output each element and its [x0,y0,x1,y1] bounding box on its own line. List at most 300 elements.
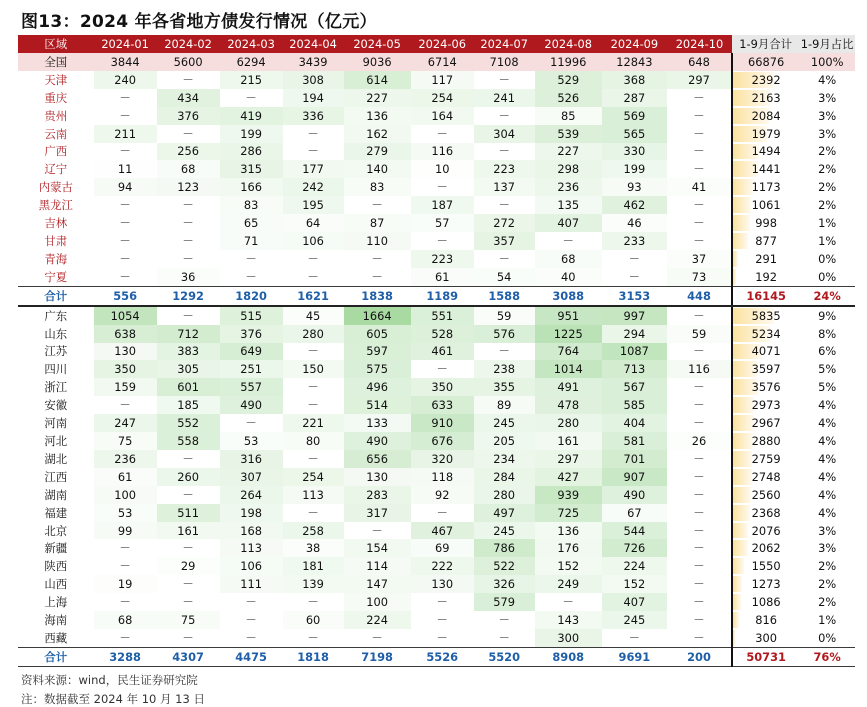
monthly-value-cell: 234 [474,450,535,468]
monthly-value-cell: 223 [411,250,474,268]
monthly-value-cell: 64 [283,214,344,232]
monthly-value-cell: 245 [474,522,535,540]
monthly-value-cell: 997 [602,306,667,325]
ytd-total-cell [732,250,799,268]
region-label: 四川 [44,362,68,377]
ytd-share-cell: 4% [818,505,837,520]
monthly-value-cell: 297 [667,71,732,89]
monthly-value-cell: 38 [283,539,344,557]
header-row [18,35,855,53]
monthly-value-cell: 245 [474,414,535,432]
monthly-value-cell: 638 [94,325,157,343]
monthly-value-cell: 575 [344,360,411,378]
monthly-value-cell: 350 [94,360,157,378]
monthly-value-cell: 544 [602,522,667,540]
monthly-value-cell: － [693,630,705,645]
monthly-value-cell: 139 [283,575,344,593]
monthly-value-cell: 1225 [535,325,602,343]
province-row [18,250,855,268]
monthly-value-cell: 1014 [535,360,602,378]
ytd-bar [733,251,738,267]
region-label: 辽宁 [44,162,68,177]
monthly-value-cell: － [371,269,383,284]
monthly-value-cell: 304 [474,125,535,143]
monthly-value-cell: 565 [602,125,667,143]
monthly-value-cell: － [245,90,257,105]
ytd-total-value: 816 [755,613,778,628]
ytd-total-cell [732,629,799,647]
ytd-total-value: 1550 [751,559,781,574]
monthly-value-cell: 490 [602,486,667,504]
monthly-value-cell: 67 [602,504,667,522]
monthly-value-cell: 910 [411,414,474,432]
monthly-value-cell: 164 [411,107,474,125]
ytd-total-value: 4071 [751,344,781,359]
ytd-bar [733,487,751,503]
monthly-value-cell: 376 [220,325,283,343]
monthly-value-cell: 143 [535,611,602,629]
monthly-value-cell: 514 [344,396,411,414]
ytd-total-cell [732,286,799,305]
monthly-value-cell: － [119,90,131,105]
monthly-value-cell: 294 [602,325,667,343]
monthly-value-cell: － [182,72,194,87]
monthly-value-cell: 3153 [602,286,667,305]
monthly-value-cell: 53 [94,504,157,522]
monthly-value-cell: 326 [474,575,535,593]
monthly-value-cell: 355 [474,378,535,396]
monthly-value-cell: 89 [474,396,535,414]
region-label: 陕西 [44,559,68,574]
monthly-value-cell: － [562,595,574,610]
monthly-value-cell: 676 [411,432,474,450]
province-row [18,306,855,325]
monthly-value-cell: 236 [94,450,157,468]
monthly-value-cell: 434 [157,89,220,107]
monthly-value-cell: 357 [474,232,535,250]
ytd-bar [733,197,751,213]
monthly-value-cell: 224 [344,611,411,629]
monthly-value-cell: 222 [411,557,474,575]
monthly-value-cell: 286 [220,143,283,161]
monthly-value-cell: － [628,630,641,645]
monthly-value-cell: － [371,251,383,266]
region-label: 福建 [44,505,68,520]
monthly-value-cell: － [693,595,705,610]
monthly-value-cell: 478 [535,396,602,414]
monthly-value-cell: 490 [344,432,411,450]
ytd-bar [733,630,735,646]
monthly-value-cell: － [119,595,131,610]
province-row [18,539,855,557]
ytd-share-cell: 0% [818,630,837,645]
ytd-total-value: 66876 [748,54,785,69]
ytd-total-value: 2163 [751,90,781,105]
monthly-value-cell: － [119,541,131,556]
monthly-value-cell: － [182,308,194,323]
ytd-total-value: 2560 [751,487,781,502]
region-label: 青海 [44,251,68,266]
monthly-value-cell: － [307,144,319,159]
ytd-share-cell: 2% [818,198,837,213]
ytd-bar [733,433,753,449]
monthly-value-cell: 551 [411,306,474,325]
province-row [18,232,855,250]
ytd-bar [733,397,754,413]
monthly-value-cell: － [693,487,705,502]
monthly-value-cell: 467 [411,522,474,540]
monthly-value-cell: 152 [535,557,602,575]
monthly-value-cell: － [307,595,319,610]
ytd-share-cell: 1% [818,234,837,249]
monthly-value-cell: 233 [602,232,667,250]
monthly-value-cell: 106 [220,557,283,575]
total-row [18,647,855,666]
monthly-value-cell: － [307,630,319,645]
monthly-value-cell: － [182,451,194,466]
monthly-value-cell: 61 [411,268,474,286]
monthly-value-cell: 404 [602,414,667,432]
monthly-value-cell: 605 [344,325,411,343]
monthly-value-cell: 1820 [220,286,283,305]
monthly-value-cell: 448 [667,286,732,305]
region-label: 山西 [44,577,68,592]
ytd-share-cell: 5% [818,362,837,377]
province-row [18,268,855,286]
monthly-value-cell: 336 [283,107,344,125]
monthly-value-cell: 7108 [474,53,535,71]
monthly-value-cell: 376 [157,107,220,125]
monthly-value-cell: － [119,398,131,413]
monthly-value-cell: 41 [667,178,732,196]
monthly-value-cell: 147 [344,575,411,593]
monthly-value-cell: 140 [344,160,411,178]
monthly-value-cell: 4307 [157,647,220,666]
region-label: 浙江 [44,380,68,395]
monthly-value-cell: 133 [344,414,411,432]
monthly-value-cell: 764 [535,343,602,361]
region-label: 甘肃 [44,234,68,249]
province-row [18,107,855,125]
ytd-share-cell: 2% [818,144,837,159]
ytd-bar [733,594,741,610]
monthly-value-cell: 29 [157,557,220,575]
region-label: 安徽 [44,398,68,413]
ytd-share-cell: 1% [818,613,837,628]
monthly-value-cell: 1087 [602,343,667,361]
ytd-bar [733,576,742,592]
source-note: 资料来源：wind，民生证券研究院 [21,673,198,687]
monthly-value-cell: 726 [602,539,667,557]
monthly-value-cell: － [693,577,705,592]
ytd-total-value: 1086 [751,595,781,610]
monthly-value-cell: － [498,344,510,359]
monthly-value-cell: － [693,126,705,141]
monthly-value-cell: 3439 [283,53,344,71]
monthly-value-cell: － [498,108,510,123]
monthly-value-cell: － [119,269,131,284]
monthly-value-cell: 558 [157,432,220,450]
monthly-value-cell: － [436,630,448,645]
monthly-value-cell: － [307,505,319,520]
monthly-value-cell: 552 [157,414,220,432]
monthly-value-cell: － [628,251,641,266]
monthly-value-cell: 92 [411,486,474,504]
monthly-value-cell: 36 [157,268,220,286]
monthly-value-cell: 272 [474,214,535,232]
monthly-value-cell: － [436,126,448,141]
province-row [18,325,855,343]
ytd-total-cell [732,414,799,432]
ytd-share-cell: 4% [818,398,837,413]
monthly-value-cell: 320 [411,450,474,468]
monthly-value-cell: 1588 [474,286,535,305]
monthly-value-cell: 227 [344,89,411,107]
ytd-total-cell [732,611,799,629]
column-header: 2024-06 [411,35,474,53]
monthly-value-cell: 307 [220,468,283,486]
monthly-value-cell: 491 [535,378,602,396]
monthly-value-cell: － [307,380,319,395]
monthly-value-cell: 93 [602,178,667,196]
ytd-total-value: 2392 [751,72,781,87]
region-label: 合计 [18,647,94,666]
region-label: 上海 [44,595,68,610]
monthly-value-cell: 10 [411,160,474,178]
table-body [18,53,855,666]
monthly-value-cell: 649 [220,343,283,361]
ytd-total-value: 300 [755,630,778,645]
monthly-value-cell: － [562,234,574,249]
monthly-value-cell: 1664 [344,306,411,325]
monthly-value-cell: 45 [283,306,344,325]
monthly-value-cell: 68 [157,160,220,178]
monthly-value-cell: 65 [220,214,283,232]
monthly-value-cell: － [182,595,194,610]
ytd-bar [733,505,750,521]
monthly-value-cell: － [119,216,131,231]
monthly-value-cell: 3088 [535,286,602,305]
monthly-value-cell: 12843 [602,53,667,71]
ytd-total-value: 2880 [751,433,781,448]
monthly-value-cell: － [436,234,448,249]
ytd-bar [733,523,748,539]
ytd-total-cell [732,539,799,557]
ytd-total-value: 2062 [751,541,781,556]
monthly-value-cell: － [371,630,383,645]
monthly-value-cell: － [119,251,131,266]
ytd-total-cell [732,575,799,593]
monthly-value-cell: － [693,308,705,323]
ytd-total-cell [732,378,799,396]
monthly-value-cell: 251 [220,360,283,378]
monthly-value-cell: 7198 [344,647,411,666]
monthly-value-cell: 211 [94,125,157,143]
ytd-share-cell: 4% [818,433,837,448]
monthly-value-cell: 198 [220,504,283,522]
province-row [18,160,855,178]
ytd-bar [733,269,736,285]
ytd-share-cell: 3% [818,523,837,538]
monthly-value-cell: － [182,541,194,556]
monthly-value-cell: 597 [344,343,411,361]
monthly-value-cell: 5526 [411,647,474,666]
ytd-total-cell [732,160,799,178]
monthly-value-cell: 712 [157,325,220,343]
monthly-value-cell: 136 [344,107,411,125]
monthly-value-cell: 515 [220,306,283,325]
monthly-value-cell: 176 [535,539,602,557]
ytd-total-cell [732,557,799,575]
monthly-value-cell: 99 [94,522,157,540]
monthly-value-cell: 87 [344,214,411,232]
monthly-value-cell: 199 [602,160,667,178]
monthly-value-cell: 3288 [94,647,157,666]
monthly-value-cell: 40 [535,268,602,286]
ytd-share-cell: 5% [818,380,837,395]
column-header: 2024-10 [667,35,732,53]
monthly-value-cell: － [693,216,705,231]
monthly-value-cell: 137 [474,178,535,196]
column-header: 区域 [18,35,94,53]
province-row [18,557,855,575]
region-label: 广东 [44,308,68,323]
figure-title: 图13：2024 年各省地方债发行情况（亿元） [21,12,377,32]
monthly-value-cell: 8908 [535,647,602,666]
monthly-value-cell: － [119,234,131,249]
ytd-bar [733,415,754,431]
ytd-total-cell [732,125,799,143]
monthly-value-cell: 496 [344,378,411,396]
ytd-bar [733,233,748,249]
monthly-value-cell: 215 [220,71,283,89]
ytd-total-cell [732,178,799,196]
monthly-value-cell: 260 [157,468,220,486]
ytd-total-value: 5835 [751,308,781,323]
monthly-value-cell: 168 [220,522,283,540]
monthly-value-cell: 123 [157,178,220,196]
monthly-value-cell: 287 [602,89,667,107]
monthly-value-cell: － [628,269,641,284]
monthly-value-cell: 194 [283,89,344,107]
monthly-value-cell: 279 [344,143,411,161]
region-label: 贵州 [44,108,68,123]
monthly-value-cell: 94 [94,178,157,196]
ytd-share-cell: 2% [818,180,837,195]
monthly-value-cell: － [693,505,705,520]
monthly-value-cell: － [693,144,705,159]
monthly-value-cell: － [182,198,194,213]
province-row [18,178,855,196]
monthly-value-cell: 223 [474,160,535,178]
ytd-total-value: 5234 [751,326,781,341]
province-row [18,360,855,378]
monthly-value-cell: 100 [94,486,157,504]
province-row [18,196,855,214]
monthly-value-cell: 713 [602,360,667,378]
ytd-total-value: 2973 [751,398,781,413]
monthly-value-cell: 113 [283,486,344,504]
ytd-share-cell: 100% [799,53,855,71]
ytd-share-cell: 4% [818,469,837,484]
monthly-value-cell: 57 [411,214,474,232]
monthly-value-cell: 3844 [94,53,157,71]
monthly-value-cell: 300 [535,629,602,647]
ytd-total-value: 1494 [751,144,781,159]
ytd-share-cell: 1% [818,216,837,231]
monthly-value-cell: 46 [602,214,667,232]
monthly-value-cell: 205 [474,432,535,450]
ytd-share-cell: 8% [818,326,837,341]
monthly-value-cell: － [498,144,510,159]
monthly-value-cell: 283 [344,486,411,504]
monthly-value-cell: 1818 [283,647,344,666]
ytd-total-value: 1979 [751,126,781,141]
monthly-value-cell: 254 [283,468,344,486]
ytd-share-cell: 3% [818,108,837,123]
monthly-value-cell: 701 [602,450,667,468]
ytd-share-cell: 2% [818,559,837,574]
monthly-value-cell: 249 [535,575,602,593]
monthly-value-cell: 305 [157,360,220,378]
monthly-value-cell: 59 [474,306,535,325]
ytd-bar [733,558,744,574]
ytd-total-value: 3576 [751,380,781,395]
monthly-value-cell: 68 [94,611,157,629]
monthly-value-cell: 656 [344,450,411,468]
monthly-value-cell: 581 [602,432,667,450]
monthly-value-cell: － [245,630,257,645]
monthly-value-cell: 316 [220,450,283,468]
ytd-total-cell [732,107,799,125]
column-header: 2024-03 [220,35,283,53]
province-row [18,71,855,89]
ytd-share-cell: 76% [799,647,855,666]
region-label: 重庆 [44,90,68,105]
province-row [18,125,855,143]
monthly-value-cell: － [693,416,705,431]
monthly-value-cell: 135 [535,196,602,214]
region-label: 新疆 [44,541,68,556]
monthly-value-cell: 11996 [535,53,602,71]
monthly-value-cell: 245 [602,611,667,629]
ytd-total-value: 877 [755,234,778,249]
monthly-value-cell: 297 [535,450,602,468]
province-row [18,575,855,593]
monthly-value-cell: 6714 [411,53,474,71]
monthly-value-cell: 601 [157,378,220,396]
monthly-value-cell: 187 [411,196,474,214]
monthly-value-cell: － [119,144,131,159]
monthly-value-cell: 61 [94,468,157,486]
monthly-value-cell: － [498,613,510,628]
monthly-value-cell: － [245,251,257,266]
monthly-value-cell: 1189 [411,286,474,305]
ytd-total-value: 2748 [751,469,781,484]
monthly-value-cell: 939 [535,486,602,504]
monthly-value-cell: 490 [220,396,283,414]
monthly-value-cell: 6294 [220,53,283,71]
monthly-value-cell: 85 [535,107,602,125]
column-header: 2024-04 [283,35,344,53]
monthly-value-cell: － [693,469,705,484]
monthly-value-cell: 556 [94,286,157,305]
monthly-value-cell: 111 [220,575,283,593]
monthly-value-cell: 5520 [474,647,535,666]
monthly-value-cell: 497 [474,504,535,522]
column-header: 2024-05 [344,35,411,53]
column-header: 2024-07 [474,35,535,53]
